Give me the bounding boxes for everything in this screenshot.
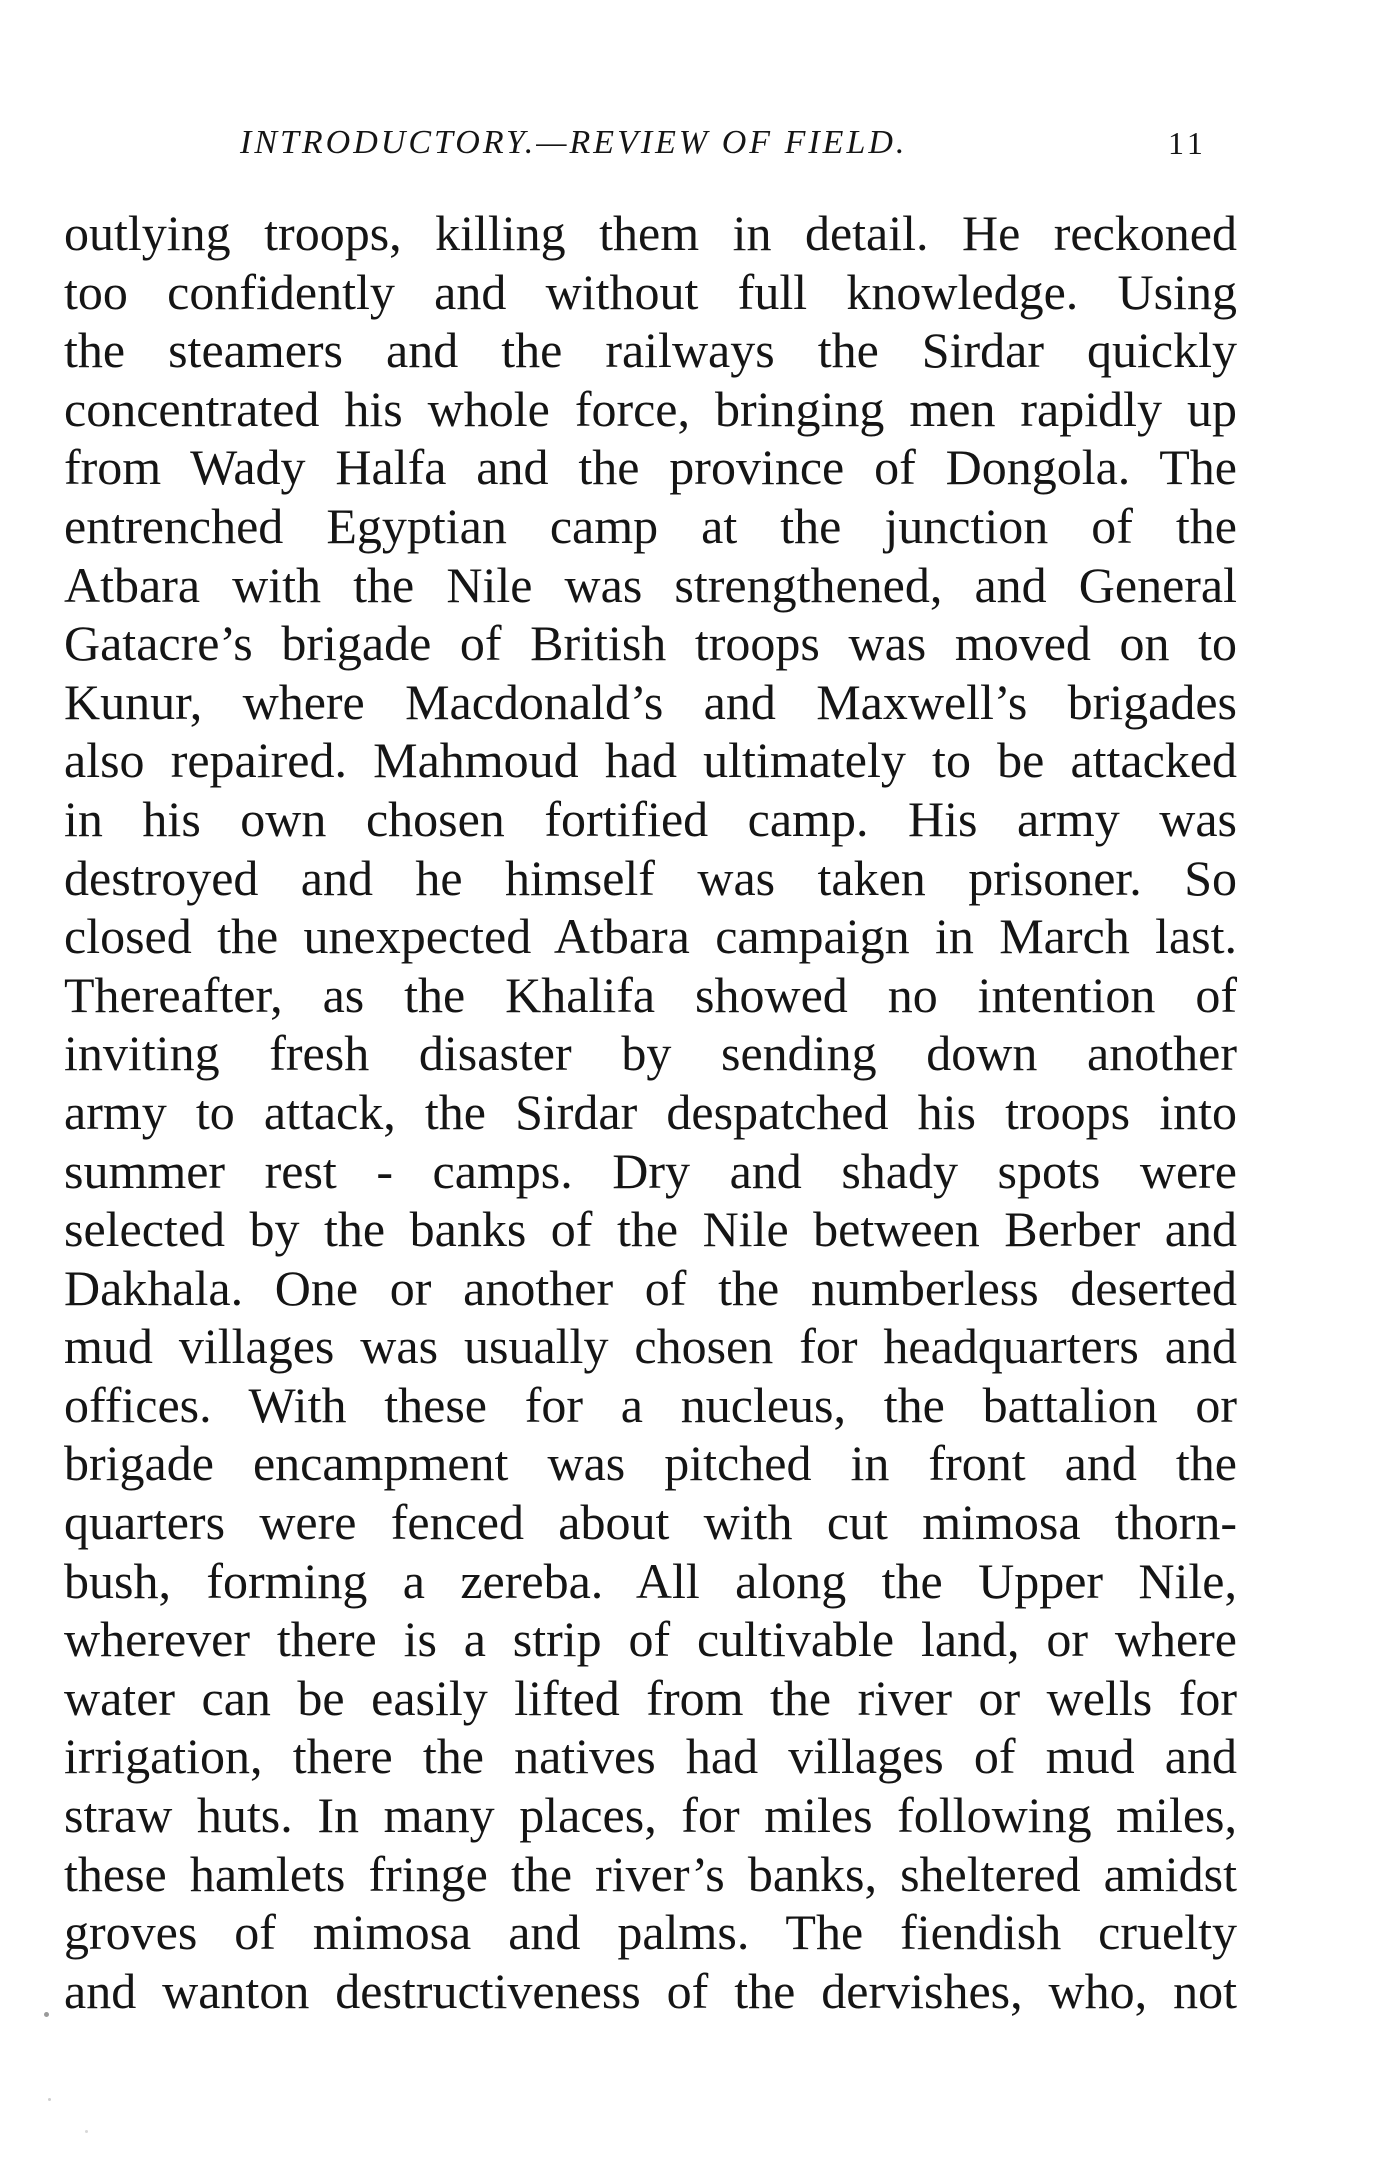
text-line: Gatacre’s brigade of British troops was moved on to — [64, 615, 1237, 672]
text-line: quarters were fenced about with cut mimosa thorn- — [64, 1494, 1237, 1551]
text-line: mud villages was usually chosen for headquarters and — [64, 1318, 1237, 1375]
text-line: destroyed and he himself was taken prisoner. So — [64, 849, 1237, 906]
text-line: Thereafter, as the Khalifa showed no intention of — [64, 966, 1237, 1023]
text-line: bush, forming a zereba. All along the Upper Nile, — [64, 1552, 1237, 1609]
body-text — [64, 204, 1237, 2020]
text-line: concentrated his whole force, bringing men rapidly up — [64, 380, 1237, 437]
text-line: from Wady Halfa and the province of Dongola. The — [64, 439, 1237, 496]
text-line: Dakhala. One or another of the numberless deserted — [64, 1259, 1237, 1316]
scan-speck — [85, 2130, 88, 2133]
text-line: too confidently and without full knowledge. Using — [64, 263, 1237, 320]
text-line: brigade encampment was pitched in front and the — [64, 1435, 1237, 1492]
text-line: and wanton destructiveness of the dervishes, who, not — [64, 1962, 1237, 2019]
scan-speck — [44, 2012, 49, 2017]
text-line: wherever there is a strip of cultivable land, or where — [64, 1611, 1237, 1668]
text-line: inviting fresh disaster by sending down another — [64, 1025, 1237, 1082]
text-line: entrenched Egyptian camp at the junction of the — [64, 497, 1237, 554]
text-line: these hamlets fringe the river’s banks, sheltered amidst — [64, 1845, 1237, 1902]
text-line: Atbara with the Nile was strengthened, and General — [64, 556, 1237, 613]
text-line: straw huts. In many places, for miles following miles, — [64, 1787, 1237, 1844]
text-line: water can be easily lifted from the river or wells for — [64, 1669, 1237, 1726]
text-line: also repaired. Mahmoud had ultimately to be attacked — [64, 732, 1237, 789]
text-line: irrigation, there the natives had villages of mud and — [64, 1728, 1237, 1785]
text-line: Kunur, where Macdonald’s and Maxwell’s brigades — [64, 673, 1237, 730]
text-line: selected by the banks of the Nile between Berber and — [64, 1201, 1237, 1258]
text-line: outlying troops, killing them in detail. He reckoned — [64, 205, 1237, 261]
text-line: closed the unexpected Atbara campaign in March last. — [64, 908, 1237, 965]
text-line: groves of mimosa and palms. The fiendish cruelty — [64, 1904, 1237, 1961]
text-line: army to attack, the Sirdar despatched his troops into — [64, 1083, 1237, 1140]
text-line: the steamers and the railways the Sirdar quickly — [64, 322, 1237, 379]
running-header — [0, 118, 1379, 168]
text-line: offices. With these for a nucleus, the battalion or — [64, 1376, 1237, 1433]
text-line: in his own chosen fortified camp. His army was — [64, 790, 1237, 847]
running-title: INTRODUCTORY.—REVIEW OF FIELD. — [240, 124, 908, 161]
page-number: 11 — [1168, 125, 1207, 161]
text-line: summer rest - camps. Dry and shady spots were — [64, 1142, 1237, 1199]
scan-speck — [48, 2098, 51, 2101]
